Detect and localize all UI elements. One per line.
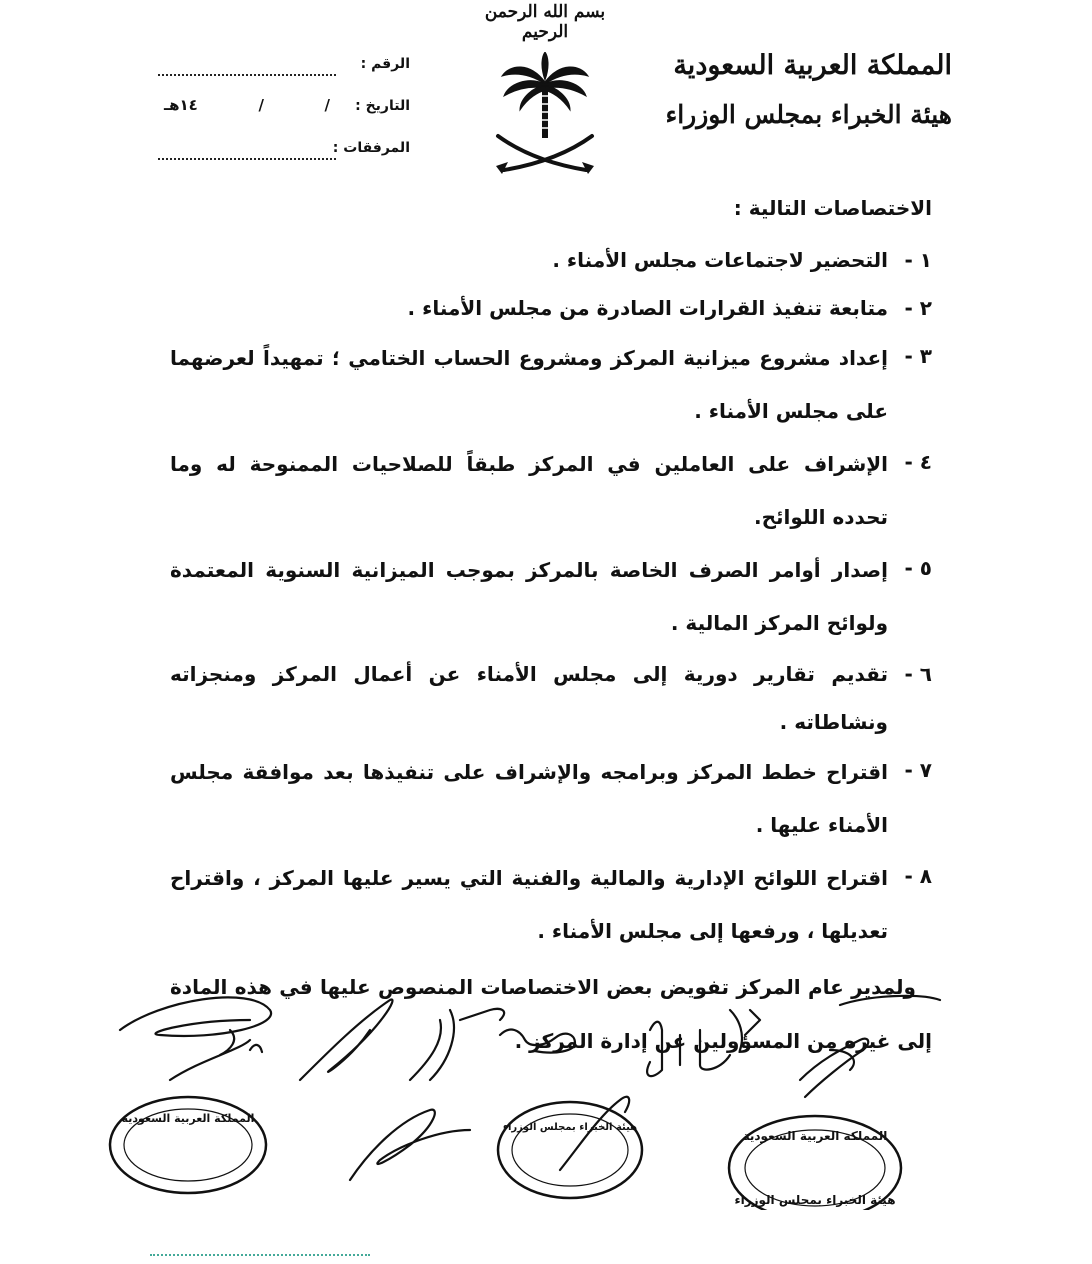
signature-5 bbox=[500, 1030, 575, 1053]
item-text: متابعة تنفيذ القرارات الصادرة من مجلس الأمناء . bbox=[407, 296, 888, 320]
item-number: ٥ - bbox=[904, 556, 932, 580]
list-item bbox=[170, 852, 932, 958]
signature-3 bbox=[300, 1000, 393, 1080]
list-item bbox=[170, 332, 932, 438]
signature-2 bbox=[170, 1030, 262, 1080]
signature-10 bbox=[560, 1097, 629, 1170]
item-number: ٦ - bbox=[904, 662, 932, 686]
basmala: بسم الله الرحمن الرحيم bbox=[484, 2, 606, 42]
date-sep-2: / bbox=[258, 96, 264, 114]
date-field bbox=[150, 98, 410, 128]
list-item bbox=[170, 746, 932, 852]
signature-6 bbox=[647, 1022, 730, 1076]
list-item bbox=[170, 236, 932, 284]
stamp-3-text-1: المملكة العربية السعودية bbox=[742, 1129, 888, 1143]
authority-title: هيئة الخبراء بمجلس الوزراء bbox=[665, 100, 952, 129]
closing-paragraph: ولمدير عام المركز تفويض بعض الاختصاصات المنصوص عليها في هذه المادة إلى غيره من المسؤولين عن إدارة المركز . bbox=[170, 975, 932, 1053]
date-label: التاريخ : bbox=[355, 98, 410, 114]
item-text: اقتراح اللوائح الإدارية والمالية والفنية التي يسير عليها المركز ، واقتراح تعديلها ، ورفعها إلى مجلس الأمناء . bbox=[170, 866, 888, 943]
list-item bbox=[170, 438, 932, 544]
footer-line bbox=[150, 1254, 370, 1256]
attachments-field bbox=[150, 140, 410, 170]
date-sep-1: / bbox=[324, 96, 330, 114]
stamp-3-text-2: هيئة الخبراء بمجلس الوزراء bbox=[734, 1193, 896, 1207]
attachments-line bbox=[158, 158, 336, 160]
stamp-1-text: المملكة العربية السعودية bbox=[121, 1112, 255, 1125]
item-number: ٨ - bbox=[904, 864, 932, 888]
signature-1 bbox=[120, 997, 271, 1036]
item-text: إصدار أوامر الصرف الخاصة بالمركز بموجب الميزانية السنوية المعتمدة ولوائح المركز المالية . bbox=[170, 558, 888, 635]
intro-text: الاختصاصات التالية : bbox=[733, 196, 932, 220]
list-item bbox=[170, 650, 932, 746]
date-value bbox=[158, 96, 336, 114]
signatures-area bbox=[100, 990, 980, 1210]
item-text: إعداد مشروع ميزانية المركز ومشروع الحساب الختامي ؛ تمهيداً لعرضهما على مجلس الأمناء . bbox=[170, 346, 888, 423]
signature-7 bbox=[730, 996, 940, 1050]
item-text: اقتراح خطط المركز وبرامجه والإشراف على تنفيذها بعد موافقة مجلس الأمناء عليها . bbox=[170, 760, 888, 837]
attachments-label: المرفقات : bbox=[332, 140, 410, 156]
item-number: ٤ - bbox=[904, 450, 932, 474]
stamp-2-text: هيئة الخبراء بمجلس الوزراء bbox=[502, 1122, 638, 1133]
reference-field bbox=[150, 56, 410, 86]
document-body bbox=[170, 188, 932, 1068]
list-item bbox=[170, 284, 932, 332]
saudi-emblem-icon bbox=[490, 52, 600, 180]
item-number: ٢ - bbox=[904, 296, 932, 320]
stamp-2 bbox=[498, 1102, 642, 1198]
item-number: ٧ - bbox=[904, 758, 932, 782]
item-text: التحضير لاجتماعات مجلس الأمناء . bbox=[552, 248, 888, 272]
item-text: تقديم تقارير دورية إلى مجلس الأمناء عن أعمال المركز ومنجزاته ونشاطاته . bbox=[170, 662, 888, 734]
signature-9 bbox=[350, 1110, 470, 1180]
signature-8 bbox=[800, 1039, 868, 1097]
item-number: ١ - bbox=[904, 248, 932, 272]
reference-line bbox=[158, 74, 336, 76]
kingdom-title: المملكة العربية السعودية bbox=[673, 50, 952, 81]
list-item bbox=[170, 544, 932, 650]
date-suffix: ١٤هـ bbox=[164, 96, 198, 114]
signature-4 bbox=[410, 1009, 504, 1080]
item-number: ٣ - bbox=[904, 344, 932, 368]
item-text: الإشراف على العاملين في المركز طبقاً للصلاحيات الممنوحة له وما تحدده اللوائح. bbox=[170, 452, 888, 529]
reference-label: الرقم : bbox=[360, 56, 410, 72]
